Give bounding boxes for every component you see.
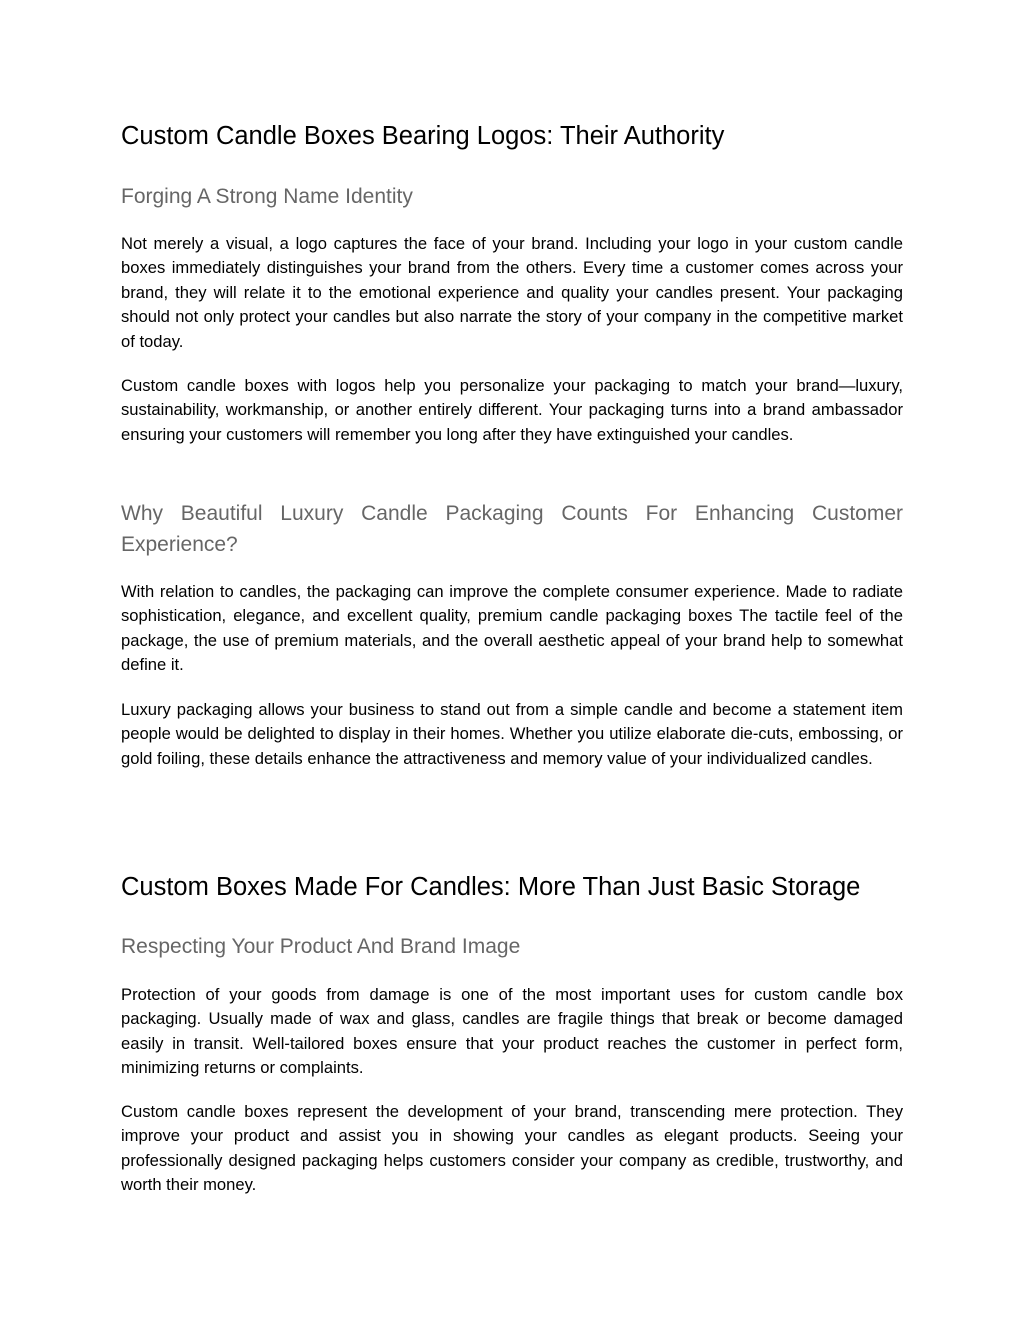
paragraph: Luxury packaging allows your business to stand out from a simple candle and become a statement item people would be delighted to display in their homes. Whether you utilize elaborate die-cuts, embossing, or gold foiling, these details enhance the attractiveness and memory value of your individualized candles.: [121, 700, 903, 768]
paragraph: Custom candle boxes represent the development of your brand, transcending mere protection. They improve your product and assist you in showing your candles as elegant products. Seeing your professionally designed packaging helps customers consider your company as credible, trustworthy, and worth their money.: [121, 1102, 903, 1195]
paragraph: With relation to candles, the packaging can improve the complete consumer experience. Made to radiate sophistication, elegance, and excellent quality, premium candle packaging boxes The tactile feel of the package, the use of premium materials, and the overall aesthetic appeal of your brand help to somewhat define it.: [121, 582, 903, 675]
section-title: Custom Boxes Made For Candles: More Than Just Basic Storage: [121, 873, 861, 901]
subsection-heading: Respecting Your Product And Brand Image: [121, 935, 521, 958]
subsection-heading: Why Beautiful Luxury Candle Packaging Counts For Enhancing Customer Experience?: [121, 502, 903, 556]
paragraph: Not merely a visual, a logo captures the face of your brand. Including your logo in your custom candle boxes immediately distinguishes your brand from the others. Every time a customer comes across your brand, they will relate it to the emotional experience and quality your candles present. Your packaging should not only protect your candles but also narrate the story of your company in the competitive market of today.: [121, 234, 903, 351]
section-title: Custom Candle Boxes Bearing Logos: Their Authority: [121, 122, 725, 150]
subsection-heading: Forging A Strong Name Identity: [121, 185, 413, 208]
paragraph: Protection of your goods from damage is one of the most important uses for custom candle box packaging. Usually made of wax and glass, candles are fragile things that break or become damaged easily in transit. Well-tailored boxes ensure that your product reaches the customer in perfect form, minimizing returns or complaints.: [121, 985, 903, 1078]
paragraph: Custom candle boxes with logos help you personalize your packaging to match your brand—luxury, sustainability, workmanship, or another entirely different. Your packaging turns into a brand ambassador ensuring your customers will remember you long after they have extinguished your candles.: [121, 376, 903, 444]
